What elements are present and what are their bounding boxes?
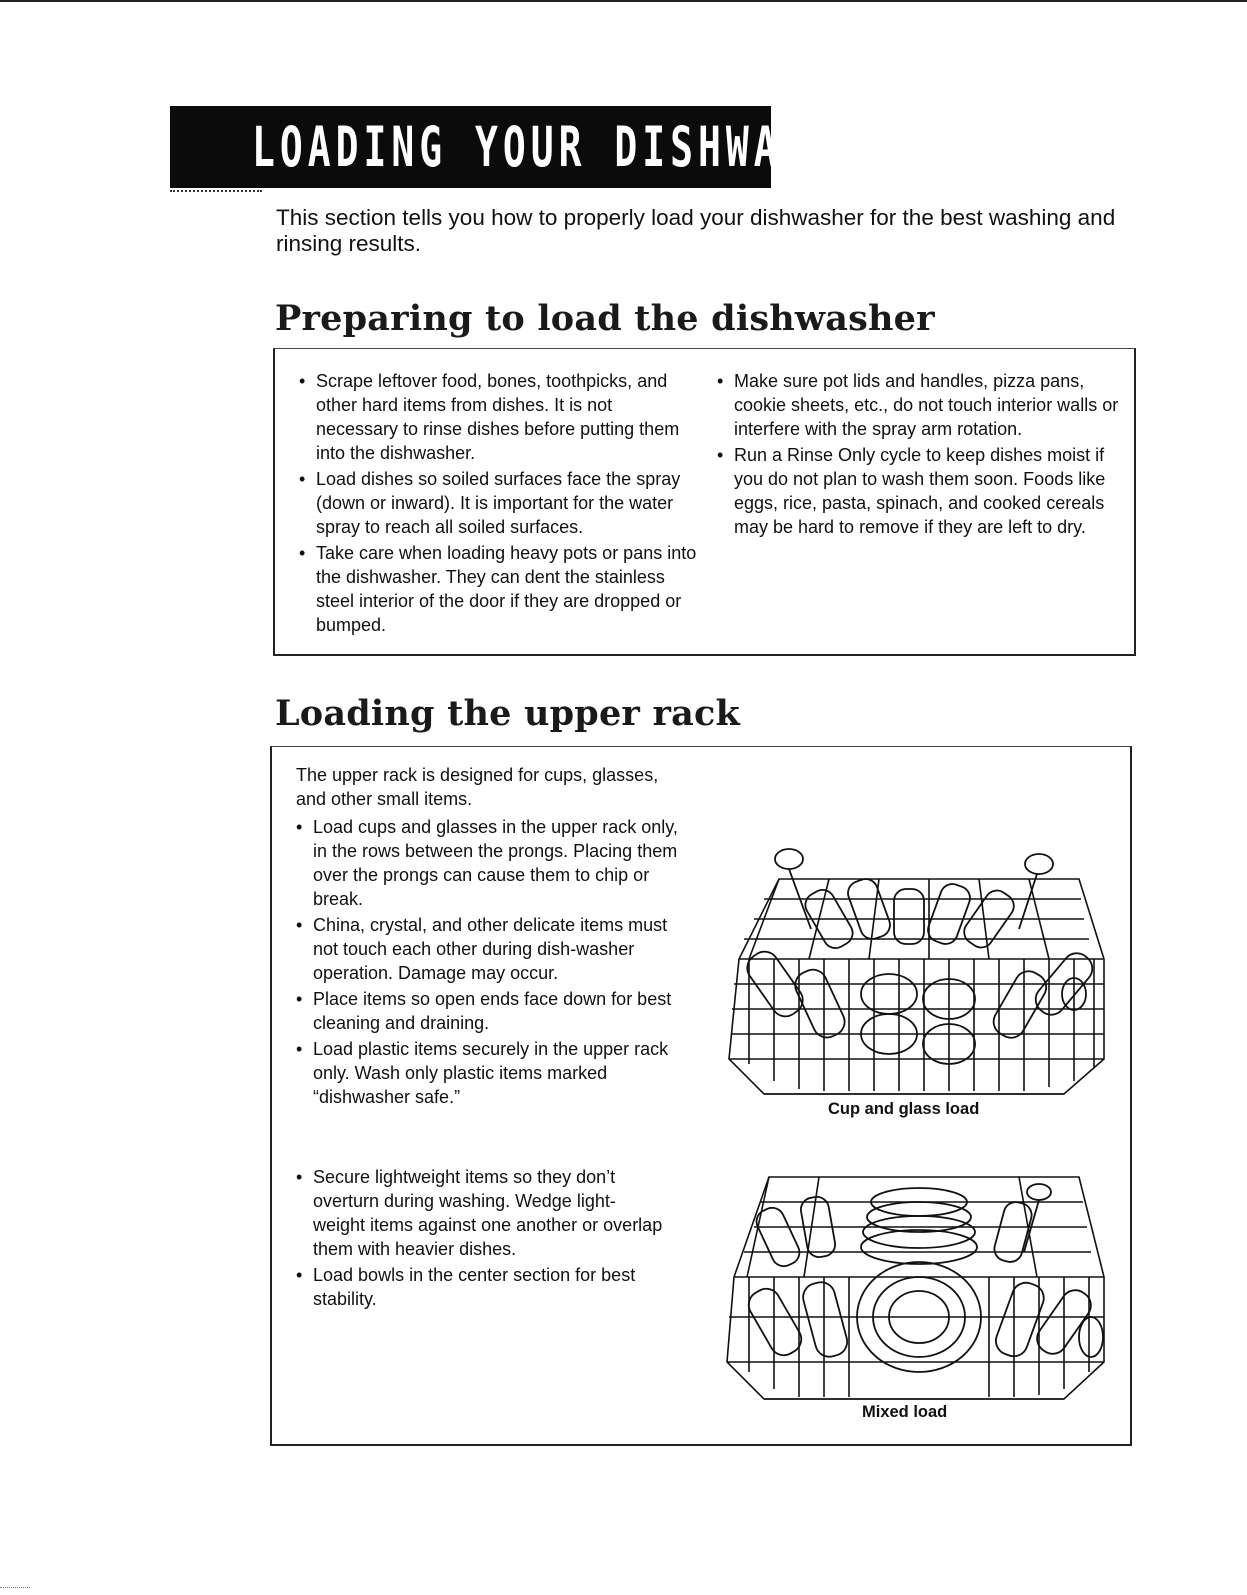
list-item: • China, crystal, and other delicate items must not touch each other during dish-washer operation. Damage may occur.	[296, 913, 681, 985]
figure-2-caption: Mixed load	[862, 1403, 948, 1421]
upper-rack-lead: The upper rack is designed for cups, glasses, and other small items.	[296, 765, 659, 809]
list-item: • Place items so open ends face down for best cleaning and draining.	[296, 987, 681, 1035]
heading-upper-rack: Loading the upper rack	[275, 693, 740, 734]
list-item: • Load cups and glasses in the upper rack only, in the rows between the prongs. Placing them over the prongs can cause them to chip or break.	[296, 815, 681, 911]
upper-rack-text	[296, 763, 681, 1111]
banner-tail-decoration	[170, 186, 262, 192]
list-item: • Secure lightweight items so they don’t overturn during washing. Wedge light-weight items against one another or overlap them with heavier dishes.	[296, 1165, 666, 1261]
list-item: • Make sure pot lids and handles, pizza pans, cookie sheets, etc., do not touch interior walls or interfere with the spray arm rotation.	[717, 369, 1127, 441]
upper-rack-panel	[270, 746, 1132, 1446]
upper-rack-text-2	[296, 1165, 666, 1313]
heading-preparing: Preparing to load the dishwasher	[275, 298, 935, 339]
preparing-right-column	[717, 369, 1127, 541]
list-item: • Scrape leftover food, bones, toothpicks, and other hard items from dishes. It is not necessary to rinse dishes before putting them into the dishwasher.	[299, 369, 699, 465]
list-item: • Take care when loading heavy pots or pans into the dishwasher. They can dent the stainless steel interior of the door if they are dropped or bumped.	[299, 541, 699, 637]
figure-1-caption: Cup and glass load	[828, 1100, 980, 1118]
preparing-panel	[273, 348, 1136, 656]
cup-and-glass-rack-illustration	[719, 819, 1109, 1099]
preparing-left-column	[299, 369, 699, 639]
banner-title: LOADING YOUR DISHWASHER	[252, 115, 894, 179]
intro-paragraph: This section tells you how to properly load your dishwasher for the best washing and rinsing results.	[276, 205, 1116, 256]
section-banner	[170, 106, 894, 188]
list-item: • Load dishes so soiled surfaces face the spray (down or inward). It is important for the water spray to reach all soiled surfaces.	[299, 467, 699, 539]
list-item: • Load bowls in the center section for best stability.	[296, 1263, 666, 1311]
list-item: • Run a Rinse Only cycle to keep dishes moist if you do not plan to wash them soon. Foods like eggs, rice, pasta, spinach, and cooked cereals may be hard to remove if they are left to dry.	[717, 443, 1127, 539]
footer-mark	[0, 1585, 30, 1588]
mixed-load-rack-illustration	[719, 1167, 1109, 1402]
top-rule	[0, 0, 1247, 2]
list-item: • Load plastic items securely in the upper rack only. Wash only plastic items marked “dishwasher safe.”	[296, 1037, 681, 1109]
